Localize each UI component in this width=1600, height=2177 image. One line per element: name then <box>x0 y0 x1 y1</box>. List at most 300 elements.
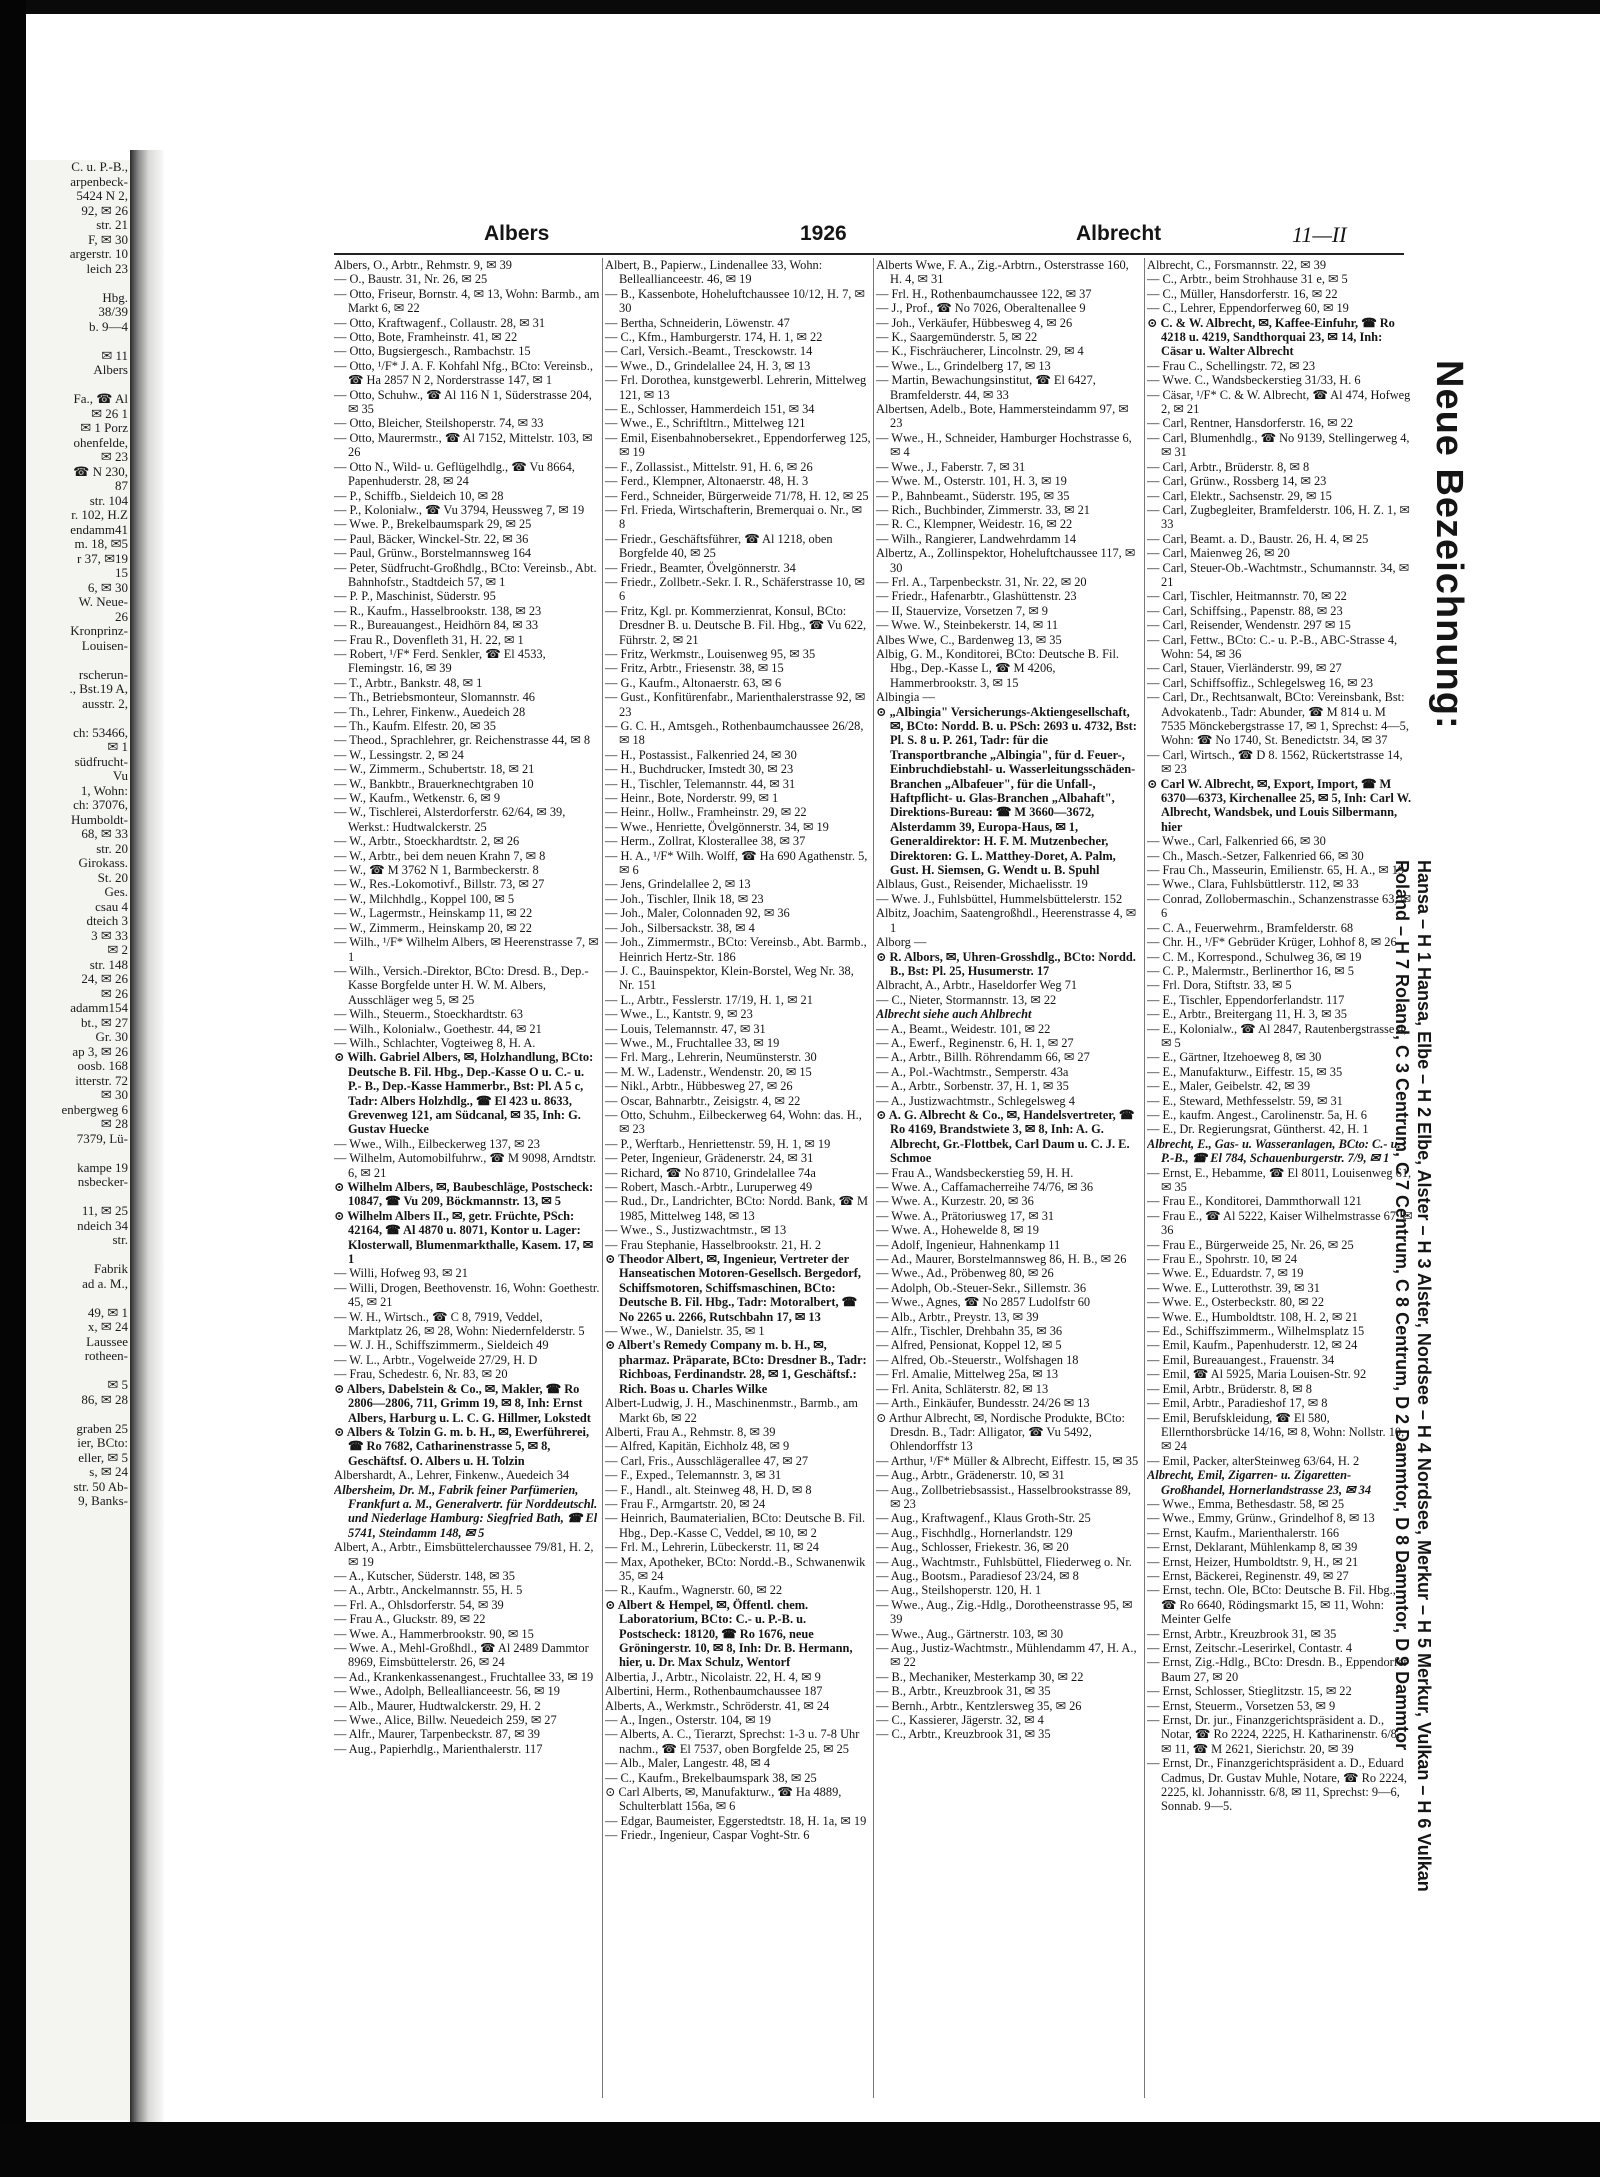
directory-entry: — Friedr., Zollbetr.-Sekr. I. R., Schäferstrasse 10, ✉ 6 <box>605 574 865 604</box>
directory-entry: — W., Lessingstr. 2, ✉ 24 <box>334 747 464 762</box>
facing-page-line: ohenfelde, <box>73 435 128 450</box>
directory-entry: — E., kaufm. Angest., Carolinenstr. 5a, H. 6 <box>1147 1107 1367 1122</box>
directory-entry: Albig, G. M., Konditorei, BCto: Deutsche B. Fil. Hbg., Dep.-Kasse L, ☎ M 4206, Hammerbrookstr. 3, ✉ 15 <box>876 646 1119 690</box>
facing-page-line: Louisen- <box>81 638 128 653</box>
facing-page-line: graben 25 <box>76 1421 128 1436</box>
directory-entry: — C., Arbtr., Kreuzbrook 31, ✉ 35 <box>876 1727 1051 1742</box>
facing-page-line <box>26 1291 130 1306</box>
scan-frame-top <box>0 0 1600 14</box>
directory-entry: — Carl, Rentner, Hansdorferstr. 16, ✉ 22 <box>1147 416 1354 431</box>
directory-entry: — Fritz, Werkmstr., Louisenweg 95, ✉ 35 <box>605 646 816 661</box>
directory-entry: — Friedr., Hafenarbtr., Glashüttenstr. 23 <box>876 589 1077 604</box>
directory-entry: — Friedr., Geschäftsführer, ☎ Al 1218, oben Borgfelde 40, ✉ 25 <box>605 531 833 561</box>
directory-entry: — Alb., Maler, Langestr. 48, ✉ 4 <box>605 1756 771 1771</box>
directory-entry: Albert, A., Arbtr., Eimsbüttelerchaussee 79/81, H. 2, ✉ 19 <box>334 1540 594 1569</box>
directory-entry: Albertia, J., Arbtr., Nicolaistr. 22, H. 4, ✉ 9 <box>605 1669 821 1684</box>
directory-entry: — Wwe., Agnes, ☎ No 2857 Ludolfstr 60 <box>876 1295 1091 1310</box>
directory-entry: — P., Schiffb., Sieldeich 10, ✉ 28 <box>334 488 504 503</box>
directory-entry: — Wwe. E., Lutterothstr. 39, ✉ 31 <box>1147 1280 1320 1295</box>
facing-page-line: nsbecker- <box>77 1175 128 1189</box>
facing-page-line: ad a. M., <box>82 1276 128 1291</box>
directory-entry: — Ferd., Klempner, Altonaerstr. 48, H. 3 <box>605 474 809 489</box>
directory-entry: Albrecht, C., Forsmannstr. 22, ✉ 39 <box>1147 258 1327 272</box>
facing-page-line: 9, Banks- <box>78 1494 128 1508</box>
facing-page-line: 38/39 <box>98 305 128 319</box>
facing-page-line: ✉ 1 <box>107 740 128 754</box>
facing-page-line: str. 50 Ab- <box>73 1479 128 1494</box>
directory-entry: — Wilh., Rangierer, Landwehrdamm 14 <box>876 531 1077 546</box>
facing-page-line: x, ✉ 24 <box>87 1320 128 1334</box>
directory-entry: — T., Arbtr., Bankstr. 48, ✉ 1 <box>334 675 483 690</box>
directory-entry: — Wwe., D., Grindelallee 24, H. 3, ✉ 13 <box>605 358 811 373</box>
directory-entry: — K., Saargemünderstr. 5, ✉ 22 <box>876 330 1038 345</box>
directory-entry: Albes Wwe, C., Bardenweg 13, ✉ 35 <box>876 632 1062 647</box>
directory-entry: — Joh., Verkäufer, Hübbesweg 4, ✉ 26 <box>876 315 1073 330</box>
directory-entry: — H., Buchdrucker, Imstedt 30, ✉ 23 <box>605 762 794 777</box>
facing-page-edge <box>26 160 130 2120</box>
directory-entry: — W., Arbtr., bei dem neuen Krahn 7, ✉ 8 <box>334 848 546 863</box>
directory-entry: — E., Schlosser, Hammerdeich 151, ✉ 34 <box>605 402 815 417</box>
facing-page-line <box>26 1364 130 1379</box>
facing-page-line <box>26 653 130 668</box>
directory-columns <box>334 258 1413 2098</box>
directory-entry: — Gust., Konfitürenfabr., Marienthalerstrasse 92, ✉ 23 <box>605 690 866 719</box>
facing-page-line: Albers <box>93 363 128 377</box>
directory-entry: — Wwe., Henriette, Övelgönnerstr. 34, ✉ 19 <box>605 819 829 834</box>
directory-entry: — W., Arbtr., Stoeckhardtstr. 2, ✉ 26 <box>334 834 520 849</box>
directory-entry: — Theod., Sprachlehrer, gr. Reichenstrasse 44, ✉ 8 <box>334 733 591 748</box>
directory-entry: — Carl, Stauer, Vierländerstr. 99, ✉ 27 <box>1147 661 1342 676</box>
scan-frame-bottom <box>0 2122 1600 2177</box>
directory-entry: — Aug., Arbtr., Grädenerstr. 10, ✉ 31 <box>876 1468 1065 1483</box>
directory-entry: — Ad., Krankenkassenangest., Fruchtallee 33, ✉ 19 <box>334 1669 594 1684</box>
facing-page-line <box>26 378 130 393</box>
directory-entry: — Alberts, A. C., Tierarzt, Sprechst: 1-3 u. 7-8 Uhr nachm., ☎ El 7537, oben Borgfelde 25, ✉ 25 <box>605 1727 860 1756</box>
directory-entry: — Emil, Arbtr., Brüderstr. 8, ✉ 8 <box>1147 1381 1312 1396</box>
facing-page-line: 26 <box>115 609 128 624</box>
directory-entry: — C. P., Malermstr., Berlinerthor 16, ✉ 5 <box>1147 963 1354 978</box>
directory-entry: — A., Arbtr., Sorbenstr. 37, H. 1, ✉ 35 <box>876 1079 1069 1094</box>
directory-entry: — A., Kutscher, Süderstr. 148, ✉ 35 <box>334 1568 515 1583</box>
directory-entry: — Alfred, Ob.-Steuerstr., Wolfshagen 18 <box>876 1352 1079 1367</box>
column-1 <box>334 258 600 2098</box>
directory-entry: — Jens, Grindelallee 2, ✉ 13 <box>605 877 751 892</box>
directory-entry: — Emil, Packer, alterSteinweg 63/64, H. 2 <box>1147 1453 1360 1468</box>
directory-entry: — Wwe., Alice, Billw. Neuedeich 259, ✉ 27 <box>334 1713 557 1728</box>
directory-entry: Alberti, Frau A., Rehmstr. 8, ✉ 39 <box>605 1424 776 1439</box>
directory-entry: — G., Kaufm., Altonaerstr. 63, ✉ 6 <box>605 675 782 690</box>
directory-entry: — Wwe., Emmy, Grünw., Grindelhof 8, ✉ 13 <box>1147 1511 1375 1526</box>
directory-entry: — Wwe. A., Kurzestr. 20, ✉ 36 <box>876 1194 1034 1209</box>
directory-entry: — C., Nieter, Stormannstr. 13, ✉ 22 <box>876 992 1057 1007</box>
facing-page-line: C. u. P.-B., <box>71 160 128 174</box>
directory-entry: — Frau E., ☎ Al 5222, Kaiser Wilhelmstrasse 67, ✉ 36 <box>1147 1208 1413 1238</box>
facing-page-line: r. 102, H.Z <box>71 508 128 522</box>
directory-entry: Albertsen, Adelb., Bote, Hammersteindamm 97, ✉ 23 <box>876 402 1129 431</box>
directory-entry: Albrecht, Emil, Zigarren- u. Zigaretten-Großhandel, Hornerlandstrasse 23, ✉ 34 <box>1147 1468 1372 1497</box>
directory-entry: — E., Tischler, Eppendorferlandstr. 117 <box>1147 992 1345 1007</box>
facing-page-line <box>26 1407 130 1422</box>
directory-entry: — E., Maler, Geibelstr. 42, ✉ 39 <box>1147 1079 1311 1094</box>
directory-entry: — Th., Kaufm. Elfestr. 20, ✉ 35 <box>334 719 496 733</box>
directory-entry: — Frau E., Bürgerweide 25, Nr. 26, ✉ 25 <box>1147 1237 1354 1252</box>
directory-entry: — F., Exped., Telemannstr. 3, ✉ 31 <box>605 1468 782 1483</box>
facing-page-line: ausstr. 2, <box>82 696 128 711</box>
facing-page-line <box>26 276 130 291</box>
directory-entry: — Wwe., Carl, Falkenried 66, ✉ 30 <box>1147 834 1326 849</box>
column-divider <box>873 258 874 2098</box>
directory-entry: — Otto, Schuhw., ☎ Al 116 N 1, Süderstrasse 204, ✉ 35 <box>334 387 592 417</box>
directory-entry: — Aug., Wachtmstr., Fuhlsbüttel, Fliederweg o. Nr. <box>876 1554 1132 1569</box>
directory-entry: — Adolph, Ob.-Steuer-Sekr., Sillemstr. 36 <box>876 1280 1087 1295</box>
facing-page-line: 6, ✉ 30 <box>87 580 128 595</box>
facing-page-line: F, ✉ 30 <box>88 232 128 247</box>
facing-page-line: Vu <box>112 769 128 783</box>
directory-entry: — Carl, Fris., Ausschlägerallee 47, ✉ 27 <box>605 1453 809 1468</box>
facing-page-line <box>26 1146 130 1161</box>
directory-entry: — C., Kassierer, Jägerstr. 32, ✉ 4 <box>876 1713 1044 1728</box>
directory-entry: — Wwe., L., Kantstr. 9, ✉ 23 <box>605 1007 753 1022</box>
directory-entry: — Ernst, Arbtr., Kreuzbrook 31, ✉ 35 <box>1147 1626 1337 1641</box>
directory-entry: — W. H., Wirtsch., ☎ C 8, 7919, Veddel, Marktplatz 26, ✉ 28, Wohn: Niedernfelderstr. 5 <box>334 1309 585 1339</box>
facing-page-line: ✉ 26 1 <box>91 406 128 421</box>
directory-entry: Albertini, Herm., Rothenbaumchaussee 187 <box>605 1684 823 1699</box>
facing-page-line: rscherun- <box>78 667 128 682</box>
directory-entry: ⊙ C. & W. Albrecht, ✉, Kaffee-Einfuhr, ☎ Ro 4218 u. 4219, Sandthorquai 23, ✉ 14, Inh: Cäsar u. Walter Albrecht <box>1147 315 1395 359</box>
directory-entry: — Frau C., Schellingstr. 72, ✉ 23 <box>1147 358 1316 373</box>
directory-entry: — Wwe. W., Steinbekerstr. 14, ✉ 11 <box>876 618 1059 633</box>
directory-entry: Alberts, A., Werkmstr., Schröderstr. 41, ✉ 24 <box>605 1698 830 1713</box>
directory-entry: — Wilh., Versich.-Direktor, BCto: Dresd. B., Dep.-Kasse Borgfelde unter H. W. M. Albers, Ausschläger weg 5, ✉ 25 <box>334 963 589 1007</box>
directory-entry: — W., Res.-Lokomotivf., Billstr. 73, ✉ 27 <box>334 877 545 892</box>
facing-page-line: ndeich 34 <box>77 1218 128 1233</box>
directory-entry: — C., Kaufm., Brekelbaumspark 38, ✉ 25 <box>605 1770 817 1785</box>
telephone-exchange-notice <box>1392 360 1472 2080</box>
facing-page-line: ap 3, ✉ 26 <box>72 1044 128 1059</box>
facing-page-line: ✉ 26 <box>100 986 128 1001</box>
facing-page-line: leich 23 <box>86 261 128 276</box>
directory-entry: — F., Zollassist., Mittelstr. 91, H. 6, ✉ 26 <box>605 459 813 474</box>
directory-entry: — Frau E., Spohrstr. 10, ✉ 24 <box>1147 1252 1298 1267</box>
directory-entry: — Ernst, techn. Ole, BCto: Deutsche B. Fil. Hbg., ☎ Ro 6640, Rödingsmarkt 15, ✉ 11, Wohn: Meinter Gelfe <box>1147 1583 1396 1627</box>
directory-entry: — Wwe., Aug., Zig.-Hdlg., Dorotheenstrasse 95, ✉ 39 <box>876 1597 1133 1627</box>
directory-entry: — Ernst, E., Hebamme, ☎ El 8011, Louisenweg 61, ✉ 35 <box>1147 1165 1412 1194</box>
directory-entry: Alblaus, Gust., Reisender, Michaelisstr. 19 <box>876 877 1088 892</box>
header-last-name: Albrecht <box>1076 222 1162 245</box>
directory-entry: — Alb., Arbtr., Preystr. 13, ✉ 39 <box>876 1309 1039 1324</box>
directory-entry: — Martin, Bewachungsinstitut, ☎ El 6427, Bramfelderstr. 44, ✉ 33 <box>876 373 1096 402</box>
header-rule <box>334 253 1404 255</box>
page-number: 11—II <box>1292 222 1347 247</box>
directory-entry: — J. C., Bauinspektor, Klein-Borstel, Weg Nr. 38, Nr. 151 <box>605 963 854 993</box>
directory-entry: — R., Kaufm., Hasselbrookstr. 138, ✉ 23 <box>334 603 542 618</box>
directory-entry: — Willi, Drogen, Beethovenstr. 16, Wohn: Goethestr. 45, ✉ 21 <box>334 1280 600 1310</box>
directory-entry: — Frl. H., Rothenbaumchaussee 122, ✉ 37 <box>876 286 1092 301</box>
directory-entry: — Aug., Fischhdlg., Hornerlandstr. 129 <box>876 1525 1073 1540</box>
directory-entry: — Wwe. A., Hammerbrookstr. 90, ✉ 15 <box>334 1626 534 1641</box>
facing-page-line: m. 18, ✉5 <box>74 537 128 551</box>
directory-entry: — Otto, Kraftwagenf., Collaustr. 28, ✉ 31 <box>334 315 546 330</box>
directory-entry: — Frl. A., Ohlsdorferstr. 54, ✉ 39 <box>334 1597 504 1612</box>
directory-entry: — W., Lagermstr., Heinskamp 11, ✉ 22 <box>334 906 533 921</box>
directory-entry: Albersheim, Dr. M., Fabrik feiner Parfümerien, Frankfurt a. M., Generalvertr. für Norddeutschl. und Niederlage Hamburg: Siegfried Bath, ☎ El 5741, Steindamm 148, ✉ 5 <box>334 1482 598 1540</box>
directory-entry: — Friedr., Beamter, Övelgönnerstr. 34 <box>605 560 796 575</box>
directory-entry: — E., Steward, Methfesselstr. 59, ✉ 31 <box>1147 1093 1343 1108</box>
directory-entry: — L., Arbtr., Fesslerstr. 17/19, H. 1, ✉ 21 <box>605 992 813 1007</box>
directory-entry: — H., Tischler, Telemannstr. 44, ✉ 31 <box>605 776 796 791</box>
facing-page-line: Fabrik <box>94 1262 128 1276</box>
directory-entry: — Emil, Kaufm., Papenhuderstr. 12, ✉ 24 <box>1147 1338 1358 1353</box>
directory-entry: — C., Arbtr., beim Strohhause 31 e, ✉ 5 <box>1147 272 1348 287</box>
directory-entry: — Ernst, Schlosser, Stieglitzstr. 15, ✉ 22 <box>1147 1684 1352 1699</box>
directory-entry: — Rich., Buchbinder, Zimmerstr. 33, ✉ 21 <box>876 502 1090 517</box>
facing-page-line: 1, Wohn: <box>80 783 128 798</box>
directory-entry: — Wwe., Emma, Bethesdastr. 58, ✉ 25 <box>1147 1496 1345 1511</box>
directory-entry: — Alfred, Pensionat, Koppel 12, ✉ 5 <box>876 1338 1062 1353</box>
running-header <box>164 222 1404 252</box>
directory-entry: — Fritz, Kgl. pr. Kommerzienrat, Konsul, BCto: Dresdner B. u. Deutsche B. Fil. Hbg., ☎ Vu 622, Führstr. 2, ✉ 21 <box>605 603 867 647</box>
directory-entry: — W., Zimmerm., Heinskamp 20, ✉ 22 <box>334 920 532 935</box>
facing-page-line: St. 20 <box>97 870 128 885</box>
directory-entry: — Wwe. C., Wandsbeckerstieg 31/33, H. 6 <box>1147 373 1361 388</box>
directory-entry: — Ferd., Schneider, Bürgerweide 71/78, H. 12, ✉ 25 <box>605 488 869 503</box>
directory-entry: Albert, B., Papierw., Lindenallee 33, Wohn: Belleallianceestr. 46, ✉ 19 <box>605 258 823 287</box>
facing-page-line: b. 9—4 <box>89 319 128 334</box>
directory-entry: — A., Arbtr., Anckelmannstr. 55, H. 5 <box>334 1583 523 1598</box>
directory-entry: — W., ☎ M 3762 N 1, Barmbeckerstr. 8 <box>334 863 539 878</box>
directory-entry: — Wwe. A., Mehl-Großhdl., ☎ Al 2489 Dammtor 8969, Eimsbüttelerstr. 26, ✉ 24 <box>334 1641 589 1670</box>
directory-entry: ⊙ Albert & Hempel, ✉, Öffentl. chem. Laboratorium, BCto: C.- u. P.-B. u. Postscheck: 18120, ☎ Ro 1676, neue Gröningerstr. 10, ✉ 8, Inh: Dr. B. Hermann, hier, u. Dr. Max Schulz, Wentorf <box>605 1597 853 1670</box>
facing-page-line: Hbg. <box>102 290 128 305</box>
directory-entry: — Joh., Silbersackstr. 38, ✉ 4 <box>605 920 755 935</box>
directory-entry: — Carl, Grünw., Rossberg 14, ✉ 23 <box>1147 474 1327 489</box>
directory-entry: — Paul, Grünw., Borstelmannsweg 164 <box>334 546 532 561</box>
facing-page-line: südfrucht- <box>74 754 128 769</box>
directory-entry: Albitz, Joachim, Saatengroßhdl., Heerenstrasse 4, ✉ 1 <box>876 906 1137 935</box>
directory-entry: — Carl, Wirtsch., ☎ D 8. 1562, Rückertstrasse 14, ✉ 23 <box>1147 747 1403 777</box>
facing-page-line: csau 4 <box>95 899 128 914</box>
directory-entry: — Frl. Dorothea, kunstgewerbl. Lehrerin, Mittelweg 121, ✉ 13 <box>605 373 867 402</box>
directory-entry: — R., Kaufm., Wagnerstr. 60, ✉ 22 <box>605 1583 783 1598</box>
directory-entry: — Wilh., Schlachter, Vogteiweg 8, H. A. <box>334 1035 536 1050</box>
directory-entry: ⊙ Albert's Remedy Company m. b. H., ✉, pharmaz. Präparate, BCto: Dresdner B., Tadr: Richboas, Ferdinandstr. 28, ✉ 1, Geschäftsf.: Rich. Boas u. Charles Wilke <box>605 1338 867 1396</box>
facing-page-line: s, ✉ 24 <box>89 1465 128 1479</box>
directory-entry: — Alfr., Maurer, Tarpenbeckstr. 87, ✉ 39 <box>334 1727 540 1742</box>
directory-entry: — Carl, Steuer-Ob.-Wachtmstr., Schumannstr. 34, ✉ 21 <box>1147 560 1410 589</box>
directory-entry: — Robert, Masch.-Arbtr., Luruperweg 49 <box>605 1180 813 1194</box>
directory-entry: — Joh., Maler, Colonnaden 92, ✉ 36 <box>605 906 790 921</box>
directory-entry: — Oscar, Bahnarbtr., Zeisigstr. 4, ✉ 22 <box>605 1093 801 1108</box>
directory-entry: — Wwe. A., Prätoriusweg 17, ✉ 31 <box>876 1208 1055 1223</box>
directory-entry: — Frl. Marg., Lehrerin, Neumünsterstr. 30 <box>605 1050 817 1065</box>
directory-entry: — E., Arbtr., Breitergang 11, H. 3, ✉ 35 <box>1147 1007 1348 1022</box>
directory-entry: — O., Baustr. 31, Nr. 26, ✉ 25 <box>334 272 488 287</box>
directory-entry: — Rud., Dr., Landrichter, BCto: Nordd. Bank, ☎ M 1985, Mittelweg 148, ✉ 13 <box>605 1194 869 1223</box>
facing-page-line: ✉ 2 <box>107 943 128 957</box>
facing-page-line: Kronprinz- <box>70 624 128 638</box>
directory-entry: — Wilhelm, Automobilfuhrw., ☎ M 9098, Arndtstr. 6, ✉ 21 <box>334 1151 597 1180</box>
directory-entry: Albert-Ludwig, J. H., Maschinenmstr., Barmb., am Markt 6b, ✉ 22 <box>605 1396 858 1425</box>
facing-page-line: eller, ✉ 5 <box>78 1450 128 1465</box>
directory-entry: — Joh., Tischler, Ilnik 18, ✉ 23 <box>605 891 764 906</box>
directory-entry: — Frau Stephanie, Hasselbrookstr. 21, H. 2 <box>605 1237 822 1252</box>
directory-entry: — Wwe., J., Faberstr. 7, ✉ 31 <box>876 459 1026 474</box>
directory-entry: — E., Gärtner, Itzehoeweg 8, ✉ 30 <box>1147 1050 1322 1065</box>
directory-entry: — Carl, Arbtr., Brüderstr. 8, ✉ 8 <box>1147 459 1310 474</box>
directory-entry: — A., Beamt., Weidestr. 101, ✉ 22 <box>876 1021 1051 1036</box>
directory-entry: — Frl. Frieda, Wirtschafterin, Bremerquai o. Nr., ✉ 8 <box>605 502 863 532</box>
directory-entry: — Conrad, Zollobermaschin., Schanzenstrasse 63, ✉ 6 <box>1147 891 1411 921</box>
facing-page-line <box>26 1190 130 1205</box>
directory-entry: — Ernst, Kaufm., Marienthalerstr. 166 <box>1147 1525 1340 1540</box>
directory-entry: — Joh., Zimmermstr., BCto: Vereinsb., Abt. Barmb., Heinrich Hertz-Str. 186 <box>605 935 867 964</box>
directory-entry: — Aug., Bootsm., Paradiesof 23/24, ✉ 8 <box>876 1568 1079 1583</box>
facing-page-line: itterstr. 72 <box>75 1073 128 1088</box>
directory-entry: — G. C. H., Amtsgeh., Rothenbaumchaussee 26/28, ✉ 18 <box>605 719 864 748</box>
column-divider <box>1144 258 1145 2098</box>
directory-entry: — Ernst, Deklarant, Mühlenkamp 8, ✉ 39 <box>1147 1540 1358 1555</box>
directory-entry: — Wilh., ¹/F* Wilhelm Albers, ✉ Heerenstrasse 7, ✉ 1 <box>334 935 599 964</box>
directory-entry: — Wwe. J., Fuhlsbüttel, Hummelsbüttelerstr. 152 <box>876 891 1123 906</box>
facing-page-line: r 37, ✉19 <box>77 551 128 566</box>
facing-page-line <box>26 334 130 349</box>
directory-entry: — C., Kfm., Hamburgerstr. 174, H. 1, ✉ 22 <box>605 330 823 345</box>
directory-entry: Albracht, A., Arbtr., Haseldorfer Weg 71 <box>876 978 1078 993</box>
directory-entry: ⊙ Theodor Albert, ✉, Ingenieur, Vertreter der Hanseatischen Motoren-Gesellsch. Bergedorf, Schiffsmotoren, Schiffsmaschinen, BCto: Deutsche B. Fil. Hbg., Tadr: Motoralbert, ☎ No 2265 u. 2266, Rutschbahn 17, ✉ 13 <box>605 1252 862 1324</box>
directory-entry: — Otto N., Wild- u. Geflügelhdlg., ☎ Vu 8664, Papenhuderstr. 28, ✉ 24 <box>334 459 575 489</box>
directory-entry: — Ad., Maurer, Borstelmannsweg 86, H. B., ✉ 26 <box>876 1252 1127 1267</box>
directory-entry: ⊙ Carl W. Albrecht, ✉, Export, Import, ☎ M 6370—6373, Kirchenallee 25, ✉ 5, Inh: Carl W. Albrecht, Wandsbek, und Louis Silbermann, hier <box>1147 776 1412 834</box>
directory-entry: — Aug., Schlosser, Friekestr. 36, ✉ 20 <box>876 1540 1069 1555</box>
facing-page-line: 49, ✉ 1 <box>87 1305 128 1320</box>
facing-page-line: bt., ✉ 27 <box>80 1015 128 1030</box>
directory-entry: — J., Prof., ☎ No 7026, Oberaltenallee 9 <box>876 301 1086 316</box>
directory-entry: — E., Manufakturw., Eiffestr. 15, ✉ 35 <box>1147 1064 1343 1079</box>
facing-page-line: str. 21 <box>96 218 128 232</box>
facing-page-line: ch: 53466, <box>73 725 128 740</box>
facing-page-line: str. 148 <box>89 957 128 972</box>
facing-page-line: endamm41 <box>70 522 128 537</box>
directory-entry: — Ernst, Heizer, Humboldtstr. 9, H., ✉ 21 <box>1147 1554 1359 1569</box>
directory-entry: — Wwe., M., Fruchtallee 33, ✉ 19 <box>605 1035 780 1050</box>
directory-entry: ⊙ Carl Alberts, ✉, Manufakturw., ☎ Ha 4889, Schulterblatt 156a, ✉ 6 <box>605 1785 842 1814</box>
directory-entry: — C. M., Korrespond., Schulweg 36, ✉ 19 <box>1147 949 1362 964</box>
directory-entry: — K., Fischräucherer, Lincolnstr. 29, ✉ 4 <box>876 344 1084 359</box>
directory-entry: — Wwe. A., Caffamacherreihe 74/76, ✉ 36 <box>876 1180 1094 1194</box>
facing-page-line: str. 104 <box>89 493 128 508</box>
directory-entry: — C. A., Feuerwehrm., Bramfelderstr. 68 <box>1147 920 1354 935</box>
facing-page-line: oosb. 168 <box>77 1059 128 1073</box>
directory-entry: Albers, O., Arbtr., Rehmstr. 9, ✉ 39 <box>334 258 512 272</box>
directory-entry: — Emil, ☎ Al 5925, Maria Louisen-Str. 92 <box>1147 1367 1367 1382</box>
directory-entry: — W., Kaufm., Wetkenstr. 6, ✉ 9 <box>334 791 501 806</box>
facing-page-line: ✉ 23 <box>100 450 128 464</box>
directory-entry: — Aug., Steilshoperstr. 120, H. 1 <box>876 1583 1042 1598</box>
facing-page-line: 87 <box>115 479 128 493</box>
facing-page-line: 86, ✉ 28 <box>81 1392 128 1407</box>
directory-entry: ⊙ Albers & Tolzin G. m. b. H., ✉, Ewerführerei, ☎ Ro 7682, Catharinenstrasse 5, ✉ 8, Geschäftsf. O. Albers u. H. Tolzin <box>334 1424 590 1468</box>
facing-page-line: ✉ 11 <box>101 348 128 363</box>
notice-line-2: Roland – H 7 Roland, C 3 Centrum, C 7 Centrum, C 8 Centrum, D 2 Dammtor, D 8 Dammtor, D 9 Dammtor <box>1392 860 1412 1751</box>
directory-entry: — II, Stauervize, Vorsetzen 7, ✉ 9 <box>876 603 1048 618</box>
facing-page-line: 68, ✉ 33 <box>81 827 128 841</box>
directory-entry: — Herm., Zollrat, Klosterallee 38, ✉ 37 <box>605 834 806 849</box>
facing-page-line: Gr. 30 <box>95 1030 128 1044</box>
facing-page-line: Girokass. <box>78 856 128 870</box>
facing-page-line: ch: 37076, <box>73 798 128 812</box>
facing-page-line <box>26 1248 130 1263</box>
directory-entry: — Otto, Schuhm., Eilbeckerweg 64, Wohn: das. H., ✉ 23 <box>605 1107 862 1137</box>
facing-page-line: argerstr. 10 <box>69 247 128 261</box>
facing-page-line: 92, ✉ 26 <box>81 203 128 218</box>
directory-entry: — Heinr., Hollw., Framheinstr. 29, ✉ 22 <box>605 805 807 820</box>
directory-entry: — Robert, ¹/F* Ferd. Senkler, ☎ El 4533, Flemingstr. 16, ✉ 39 <box>334 646 546 676</box>
directory-entry: — Wwe., W., Danielstr. 35, ✉ 1 <box>605 1324 765 1339</box>
directory-entry: — Th., Lehrer, Finkenw., Auedeich 28 <box>334 704 526 719</box>
directory-entry: — Frau R., Dovenfleth 31, H. 22, ✉ 1 <box>334 632 524 647</box>
directory-entry: — Louis, Telemannstr. 47, ✉ 31 <box>605 1021 766 1036</box>
directory-entry: — B., Mechaniker, Mesterkamp 30, ✉ 22 <box>876 1669 1084 1684</box>
directory-entry: — Wwe., Aug., Gärtnerstr. 103, ✉ 30 <box>876 1626 1064 1641</box>
directory-entry: — Wwe. M., Osterstr. 101, H. 3, ✉ 19 <box>876 474 1067 489</box>
directory-entry: — Carl, Dr., Rechtsanwalt, BCto: Vereinsbank, Bst: Advokatenb., Tadr: Abunder, ☎ M 814 u. M 7535 Mönckebergstrasse 17, ✉ 1, Sprechst: 4—5, Wohn: ☎ No 1740, St. Benedictstr. 34, ✉ 37 <box>1147 690 1409 748</box>
header-year: 1926 <box>800 222 847 245</box>
facing-page-line: 11, ✉ 25 <box>81 1204 128 1218</box>
facing-page-line: Humboldt- <box>70 812 128 827</box>
notice-title: Neue Bezeichnung: <box>1428 360 1470 730</box>
facing-page-line: 5424 N 2, <box>76 189 128 203</box>
facing-page-line: 24, ✉ 26 <box>81 972 128 986</box>
column-divider <box>602 258 603 2098</box>
directory-entry: ⊙ Wilhelm Albers, ✉, Baubeschläge, Postscheck: 10847, ☎ Vu 209, Böckmannstr. 13, ✉ 5 <box>334 1180 594 1209</box>
directory-entry: — A., Ewerf., Reginenstr. 6, H. 1, ✉ 27 <box>876 1035 1074 1050</box>
directory-entry: Albertz, A., Zollinspektor, Hoheluftchaussee 117, ✉ 30 <box>876 546 1136 575</box>
directory-entry: — Wilh., Steuerm., Stoeckhardtstr. 63 <box>334 1007 523 1022</box>
directory-entry: Alberts Wwe, F. A., Zig.-Arbtrn., Osterstrasse 160, H. 4, ✉ 31 <box>876 258 1129 287</box>
facing-page-line: Ges. <box>104 885 128 899</box>
column-4 <box>1147 258 1413 2098</box>
facing-page-line: 3 ✉ 33 <box>91 928 128 943</box>
directory-entry: — Frau F., Armgartstr. 20, ✉ 24 <box>605 1496 766 1511</box>
directory-entry: — Carl, Elektr., Sachsenstr. 29, ✉ 15 <box>1147 488 1332 503</box>
directory-entry: — C., Müller, Hansdorferstr. 16, ✉ 22 <box>1147 286 1338 301</box>
directory-entry: — Carl, Tischler, Heitmannstr. 70, ✉ 22 <box>1147 589 1347 604</box>
directory-entry: — Ernst, Zeitschr.-Leserirkel, Contastr. 4 <box>1147 1641 1353 1655</box>
directory-entry: — W. J. H., Schiffszimmerm., Sieldeich 49 <box>334 1338 549 1353</box>
directory-entry: — Alb., Maurer, Hudtwalckerstr. 29, H. 2 <box>334 1698 541 1713</box>
directory-entry: — P., Kolonialw., ☎ Vu 3794, Heussweg 7, ✉ 19 <box>334 502 585 517</box>
directory-entry: ⊙ Wilhelm Albers II., ✉, getr. Früchte, PSch: 42164, ☎ Al 4870 u. 8071, Kontor u. Lager: Klosterwall, Blumenmarkthalle, Kasem. 17, ✉ 1 <box>334 1208 594 1267</box>
directory-entry: — Frau A., Gluckstr. 89, ✉ 22 <box>334 1612 486 1627</box>
directory-entry: — A., Pol.-Wachtmstr., Semperstr. 43a <box>876 1064 1069 1079</box>
directory-entry: — A., Arbtr., Billh. Röhrendamm 66, ✉ 27 <box>876 1050 1090 1065</box>
directory-entry: — Willi, Hofweg 93, ✉ 21 <box>334 1266 468 1281</box>
directory-entry: — Frl. Anita, Schläterstr. 82, ✉ 13 <box>876 1381 1049 1396</box>
facing-page-line: arpenbeck- <box>70 174 128 189</box>
directory-entry: — Wwe., S., Justizwachtmstr., ✉ 13 <box>605 1223 787 1238</box>
directory-entry: — M. W., Ladenstr., Wendenstr. 20, ✉ 15 <box>605 1064 812 1079</box>
scan-frame-left <box>0 0 26 2177</box>
facing-page-line <box>26 711 130 726</box>
directory-entry: — Peter, Südfrucht-Großhdlg., BCto: Vereinsb., Abt. Bahnhofstr., Stadtdeich 57, ✉ 1 <box>334 560 597 589</box>
directory-entry: — Wwe., L., Grindelberg 17, ✉ 13 <box>876 358 1051 373</box>
facing-page-line: enbergweg 6 <box>61 1102 128 1117</box>
directory-entry: — Frau E., Konditorei, Dammthorwall 121 <box>1147 1194 1362 1209</box>
directory-entry: — Wwe., Ad., Pröbenweg 80, ✉ 26 <box>876 1266 1054 1281</box>
facing-page-line: str. 20 <box>96 841 128 856</box>
facing-page-line: ☎ N 230, <box>73 464 128 479</box>
directory-entry: — Friedr., Ingenieur, Caspar Voght-Str. 6 <box>605 1828 810 1843</box>
